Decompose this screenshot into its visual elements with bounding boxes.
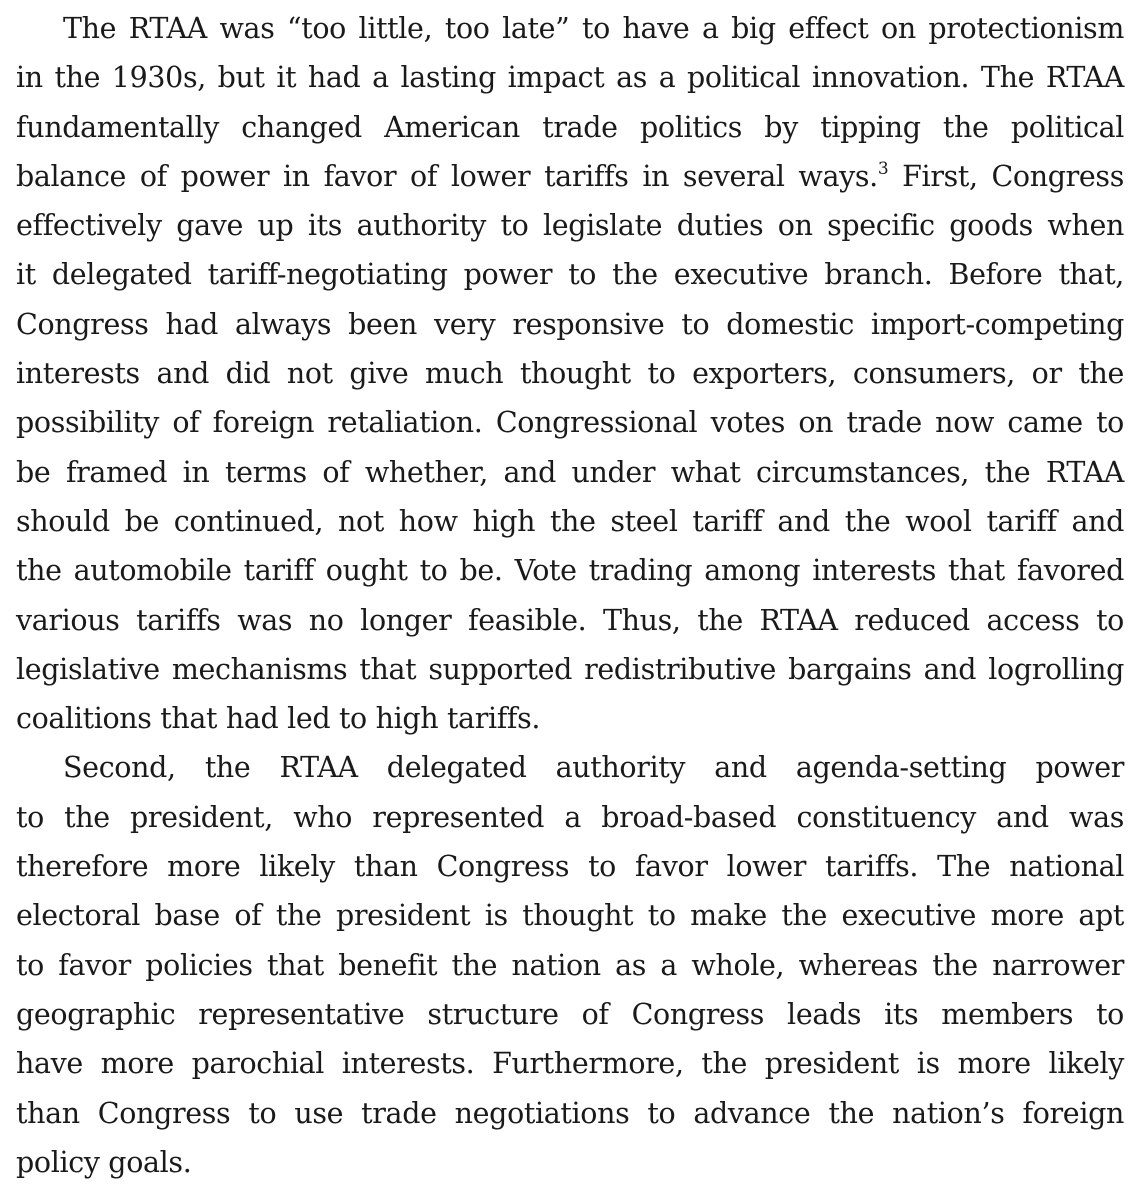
text-line: therefore more likely than Congress to favor lower tariffs. The national xyxy=(16,850,1124,884)
text-segment: First, Congress xyxy=(888,159,1124,193)
paragraph-2 xyxy=(16,743,1124,1187)
document-page xyxy=(16,4,1124,1187)
text-line-with-footnote xyxy=(16,152,1124,201)
text-line: to favor policies that benefit the nation as a whole, whereas the narrower xyxy=(16,948,1124,982)
text-line: it delegated tariff-negotiating power to the executive branch. Before that, xyxy=(16,258,1124,292)
text-line: possibility of foreign retaliation. Congressional votes on trade now came to xyxy=(16,406,1124,440)
text-line: geographic representative structure of Congress leads its members to xyxy=(16,997,1124,1031)
footnote-marker[interactable]: 3 xyxy=(877,158,889,179)
text-line: than Congress to use trade negotiations to advance the nation’s foreign xyxy=(16,1096,1124,1130)
text-line: Second, the RTAA delegated authority and agenda-setting power xyxy=(63,751,1124,785)
paragraph-1 xyxy=(16,4,1124,743)
text-line: electoral base of the president is thought to make the executive more apt xyxy=(16,899,1124,933)
text-line: have more parochial interests. Furthermore, the president is more likely xyxy=(16,1047,1124,1081)
text-line: Congress had always been very responsive to domestic import-competing xyxy=(16,307,1124,341)
text-line: The RTAA was “too little, too late” to have a big effect on protectionism xyxy=(63,12,1124,45)
text-line: fundamentally changed American trade politics by tipping the political xyxy=(16,110,1124,144)
text-line: effectively gave up its authority to legislate duties on specific goods when xyxy=(16,209,1124,243)
text-line: in the 1930s, but it had a lasting impact as a political innovation. The RTAA xyxy=(16,61,1124,95)
text-line: various tariffs was no longer feasible. Thus, the RTAA reduced access to xyxy=(16,603,1124,637)
text-line: coalitions that had led to high tariffs. xyxy=(16,702,541,736)
text-line: the automobile tariff ought to be. Vote trading among interests that favored xyxy=(16,554,1124,588)
text-line: interests and did not give much thought to exporters, consumers, or the xyxy=(16,357,1124,391)
text-line: should be continued, not how high the steel tariff and the wool tariff and xyxy=(16,504,1124,538)
text-line: be framed in terms of whether, and under what circumstances, the RTAA xyxy=(16,455,1124,489)
text-line: policy goals. xyxy=(16,1145,192,1179)
text-line: to the president, who represented a broad-based constituency and was xyxy=(16,800,1124,834)
text-segment: balance of power in favor of lower tariffs in several ways. xyxy=(16,159,878,193)
text-line: legislative mechanisms that supported redistributive bargains and logrolling xyxy=(16,652,1124,686)
